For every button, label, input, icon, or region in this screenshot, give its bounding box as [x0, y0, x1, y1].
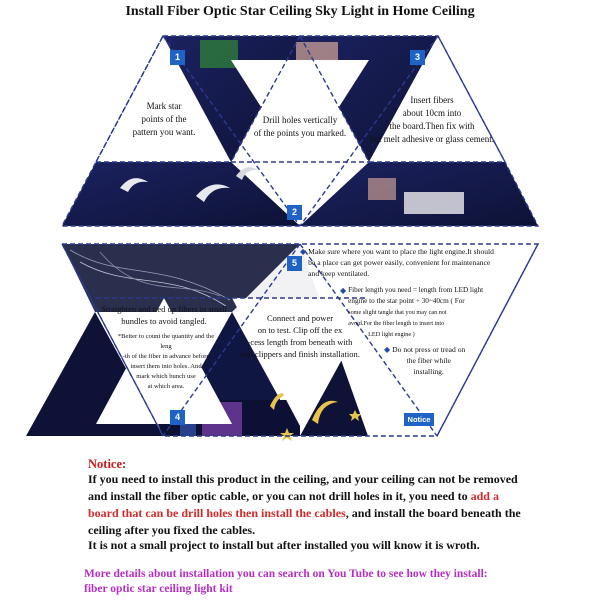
notice-item: ◆ Make sure where you want to place the light engine.It should be a place can get power easily, convenient for maintenance and keep ventilated. [300, 247, 494, 278]
notice-label-badge: Notice [404, 413, 434, 426]
step-4-note: *Better to count the quantity and the leng -th of the fiber in advance before insert them into holes. And mark which bunch use at which area. [117, 333, 215, 390]
step-2-text: Drill holes vertically of the points you marked. [253, 115, 347, 138]
hand-photo-shape [368, 178, 396, 200]
notice-heading: Notice: [88, 457, 127, 471]
youtube-hint: More details about installation you can search on You Tube to see how they install: fiber optic star ceiling light kit [84, 568, 488, 595]
diamond-bullet-icon: ◆ [300, 247, 307, 256]
step-3-badge: 3 [410, 50, 425, 65]
step-1-badge: 1 [170, 50, 185, 65]
page-title: Install Fiber Optic Star Ceiling Sky Light in Home Ceiling [125, 4, 475, 19]
step-2-badge: 2 [287, 205, 302, 220]
step-5-text: Connect and power on to test. Clip off the ex -cess length from beneath with nail clippers and finish installation. [240, 313, 360, 359]
glue-gun-photo-shape [404, 192, 464, 214]
step-4-badge: 4 [170, 410, 185, 425]
notice-item: ◆ Fiber length you need = length from LED light engine to the star point + 30~40cm ( For some slight tangle that you may can not avoid.For the fiber length to insert into LED light engine ) [340, 286, 484, 338]
highlight-text: add a board that can be drill holes then install the cables [88, 489, 499, 520]
step-3-text: Insert fibers about 10cm into the board.Then fix with hot melt adhesive or glass cement. [370, 95, 494, 144]
drill-photo-shape [200, 40, 238, 68]
step-1-text: Mark star points of the pattern you want. [132, 101, 196, 137]
step-5-badge: 5 [287, 256, 302, 271]
notice-paragraph-2: It is not a small project to install but after installed you will know it is wroth. [88, 538, 480, 552]
diamond-bullet-icon: ◆ [340, 286, 347, 295]
notice-paragraph-1: If you need to install this product in the ceiling, and your ceiling can not be removed and install the fiber optic cable, or you can not drill holes in it, you need to add a board that can be drill holes then install the cables, and install the board beneath the ceiling after you fixed the cables. [88, 472, 521, 537]
notice-item: ◆ Do not press or tread on the fiber while installing. [384, 345, 466, 376]
step-4-text: Straighten and tied up fibers in small bundles to avoid tangled. [101, 304, 227, 326]
notice-panel [300, 246, 550, 377]
diamond-bullet-icon: ◆ [384, 345, 391, 354]
